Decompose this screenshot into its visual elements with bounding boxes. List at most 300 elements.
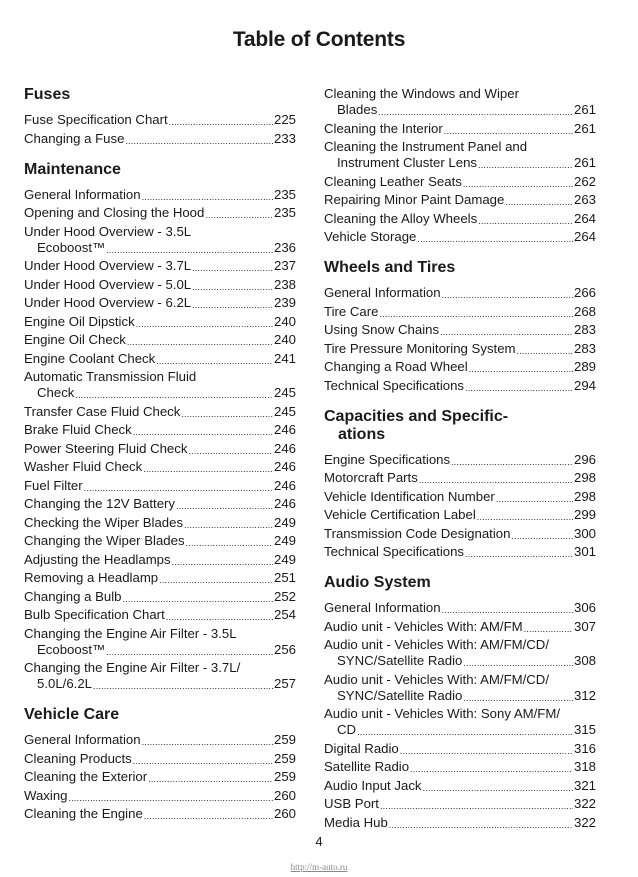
toc-entry-title: USB Port	[324, 796, 379, 811]
section-heading	[24, 161, 296, 179]
toc-entry-title: General Information	[24, 732, 141, 747]
toc-entry-page: 298	[573, 488, 596, 504]
toc-entry-row	[24, 589, 296, 605]
toc-entry[interactable]	[24, 258, 296, 274]
dot-leader	[136, 318, 273, 330]
dot-leader	[505, 196, 573, 208]
toc-entry-row	[24, 478, 296, 494]
toc-entry[interactable]	[24, 660, 296, 692]
dot-leader	[184, 519, 273, 531]
dot-leader	[125, 135, 273, 147]
toc-entry-row	[324, 759, 596, 775]
toc-entry-title: Vehicle Identification Number	[324, 488, 495, 504]
section-heading-line: ations	[338, 425, 386, 443]
toc-entry-page: 301	[573, 544, 596, 559]
dot-leader	[172, 556, 273, 568]
dot-leader	[442, 604, 573, 616]
dot-leader	[176, 500, 273, 512]
toc-entry-row	[24, 533, 296, 549]
dot-leader	[142, 736, 273, 748]
toc-entry[interactable]	[24, 112, 296, 128]
dot-leader	[444, 125, 573, 137]
toc-entry-title: Changing a Road Wheel	[324, 359, 468, 374]
dot-leader	[143, 463, 273, 475]
dot-leader	[380, 800, 573, 812]
toc-entry-row	[24, 404, 296, 420]
dot-leader	[419, 474, 573, 486]
toc-entry-page: 256	[273, 641, 296, 657]
toc-entry-title: CD	[337, 722, 357, 737]
toc-entry-row	[24, 258, 296, 274]
dot-leader	[517, 345, 573, 357]
toc-entry-page: 246	[273, 440, 296, 456]
toc-entry-row	[324, 359, 596, 375]
toc-entry-page: 245	[273, 385, 296, 400]
toc-column-left	[24, 86, 296, 836]
toc-entry[interactable]	[24, 496, 296, 512]
toc-entry-title: Under Hood Overview - 6.2L	[24, 295, 192, 310]
toc-entry-page: 322	[573, 814, 596, 830]
toc-entry[interactable]	[24, 295, 296, 311]
toc-entry-row	[24, 205, 296, 221]
toc-entry-page: 315	[573, 722, 596, 737]
toc-entry-page: 322	[573, 796, 596, 811]
toc-entry-row	[324, 341, 596, 357]
toc-entry-page: 240	[273, 332, 296, 347]
toc-entry-title: Cleaning Products	[24, 750, 132, 766]
toc-entry[interactable]	[324, 341, 596, 357]
toc-entry-title: Under Hood Overview - 5.0L	[24, 276, 192, 292]
toc-entry-page: 259	[273, 769, 296, 784]
toc-entry[interactable]	[24, 131, 296, 147]
section-heading-line: Vehicle Care	[24, 706, 120, 723]
toc-section	[324, 574, 596, 831]
toc-entry[interactable]	[324, 526, 596, 542]
toc-entry[interactable]	[24, 369, 296, 401]
dot-leader	[511, 530, 573, 542]
toc-entry-title-line: Automatic Transmission Fluid	[24, 369, 197, 384]
toc-entry-page: 239	[273, 295, 296, 310]
toc-entry-title: Ecoboost™	[37, 641, 106, 657]
toc-entry-page: 233	[273, 130, 296, 146]
toc-section	[24, 86, 296, 147]
toc-section	[24, 706, 296, 822]
toc-entry[interactable]	[324, 139, 596, 171]
toc-entry-page: 225	[273, 112, 296, 127]
toc-entry-title: Cleaning the Exterior	[24, 769, 148, 784]
toc-entry-page: 294	[573, 377, 596, 393]
toc-entry-page: 262	[573, 173, 596, 189]
dot-leader	[148, 773, 273, 785]
toc-entry[interactable]	[324, 378, 596, 394]
toc-entry-title: Adjusting the Headlamps	[24, 551, 171, 567]
toc-entry-title: Changing a Bulb	[24, 588, 122, 604]
page-title: Table of Contents	[232, 28, 406, 51]
toc-entry[interactable]	[24, 224, 296, 256]
section-heading-line: Audio System	[324, 574, 431, 591]
toc-entry-row	[24, 314, 296, 330]
toc-entry[interactable]	[324, 637, 596, 669]
section-heading-line: Maintenance	[24, 160, 121, 178]
toc-entry-row	[324, 526, 596, 542]
toc-entry-title: Engine Oil Check	[24, 332, 126, 347]
section-heading-line: Wheels and Tires	[324, 259, 456, 276]
toc-entry[interactable]	[324, 778, 596, 794]
toc-entry-title: Audio Input Jack	[324, 777, 422, 793]
toc-entry[interactable]	[24, 533, 296, 549]
toc-entry-title: Checking the Wiper Blades	[24, 514, 184, 530]
toc-entry-title: Tire Care	[324, 303, 379, 319]
toc-entry[interactable]	[24, 788, 296, 804]
toc-entry-title: Washer Fluid Check	[24, 459, 143, 474]
dot-leader	[463, 692, 573, 704]
toc-entry-row	[324, 778, 596, 794]
toc-entry-title: General Information	[324, 600, 441, 615]
toc-entry[interactable]	[324, 322, 596, 338]
dot-leader	[68, 792, 273, 804]
toc-entry-title: Check	[37, 385, 75, 400]
toc-entry-page: 312	[573, 687, 596, 703]
toc-entry[interactable]	[324, 672, 596, 704]
toc-entry-title: Fuel Filter	[24, 477, 83, 493]
toc-entry-title: SYNC/Satellite Radio	[337, 653, 463, 668]
toc-entry-page: 236	[273, 239, 296, 255]
dot-leader	[389, 819, 573, 831]
toc-entry[interactable]	[324, 304, 596, 320]
toc-entry-row	[324, 688, 596, 704]
toc-entry-row	[24, 806, 296, 822]
toc-entry[interactable]	[324, 796, 596, 812]
toc-entry-page: 308	[573, 653, 596, 668]
toc-entry[interactable]	[24, 422, 296, 438]
toc-entry-page: 261	[573, 155, 596, 170]
dot-leader	[463, 178, 573, 190]
dot-leader	[379, 308, 573, 320]
toc-entry-title: Audio unit - Vehicles With: AM/FM	[324, 618, 523, 634]
toc-entry-row	[24, 187, 296, 203]
toc-entry-title: General Information	[24, 186, 141, 202]
dot-leader	[133, 755, 273, 767]
section-heading	[24, 706, 296, 724]
toc-entry-title: Changing the 12V Battery	[24, 496, 176, 511]
toc-entry-title: Engine Oil Dipstick	[24, 313, 135, 329]
dot-leader	[357, 726, 573, 738]
toc-entry-page: 259	[273, 732, 296, 747]
toc-entry-page: 289	[573, 359, 596, 374]
toc-entry[interactable]	[324, 211, 596, 227]
toc-column-right	[324, 86, 596, 845]
toc-entry[interactable]	[324, 359, 596, 375]
toc-entry-row	[324, 192, 596, 208]
dot-leader	[417, 233, 573, 245]
toc-entry[interactable]	[24, 441, 296, 457]
toc-entry-page: 245	[273, 403, 296, 419]
dot-leader	[186, 537, 273, 549]
toc-entry-row	[24, 552, 296, 568]
dot-leader	[84, 482, 273, 494]
toc-entry-page: 266	[573, 285, 596, 300]
dot-leader	[477, 511, 573, 523]
toc-entry-title: Power Steering Fluid Check	[24, 440, 188, 456]
toc-entry-row	[24, 459, 296, 475]
toc-entry-page: 264	[573, 210, 596, 226]
toc-entry-row	[24, 751, 296, 767]
toc-entry-row	[24, 441, 296, 457]
toc-entry-page: 300	[573, 525, 596, 541]
toc-entry-page: 251	[273, 570, 296, 585]
toc-entry-title: Vehicle Storage	[324, 229, 417, 244]
toc-entry-page: 252	[273, 588, 296, 604]
toc-entry-page: 283	[573, 322, 596, 337]
section-heading	[324, 259, 596, 277]
dot-leader	[410, 763, 573, 775]
toc-entry-page: 296	[573, 451, 596, 467]
toc-entry-title: Fuse Specification Chart	[24, 112, 168, 127]
toc-entry-title: Blades	[337, 102, 378, 117]
toc-entry[interactable]	[324, 600, 596, 616]
toc-entry-row	[324, 304, 596, 320]
toc-entry[interactable]	[24, 478, 296, 494]
dot-leader	[478, 159, 573, 171]
toc-entry-row	[324, 211, 596, 227]
toc-entry-page: 261	[573, 102, 596, 117]
toc-entry-row	[24, 642, 296, 658]
toc-entry[interactable]	[324, 285, 596, 301]
toc-entry-row	[24, 422, 296, 438]
toc-entry-page: 240	[273, 313, 296, 329]
toc-entry-title: General Information	[324, 285, 441, 300]
toc-entry-page: 298	[573, 470, 596, 485]
dot-leader	[465, 382, 573, 394]
toc-entry[interactable]	[24, 552, 296, 568]
toc-section	[324, 86, 596, 245]
toc-entry-page: 259	[273, 750, 296, 766]
dot-leader	[106, 244, 273, 256]
dot-leader	[442, 289, 573, 301]
toc-entry-page: 260	[273, 787, 296, 803]
toc-entry-page: 257	[273, 676, 296, 691]
toc-entry-title: Cleaning Leather Seats	[324, 173, 462, 189]
toc-entry-page: 254	[273, 607, 296, 622]
toc-section	[24, 161, 296, 693]
toc-entry[interactable]	[324, 815, 596, 831]
toc-entry[interactable]	[24, 589, 296, 605]
dot-leader	[188, 445, 273, 457]
toc-entry[interactable]	[324, 192, 596, 208]
dot-leader	[192, 281, 273, 293]
toc-entry[interactable]	[24, 187, 296, 203]
dot-leader	[192, 299, 273, 311]
toc-entry[interactable]	[24, 626, 296, 658]
toc-entry-page: 249	[273, 514, 296, 530]
dot-leader	[127, 336, 273, 348]
toc-entry-page: 246	[273, 422, 296, 437]
toc-entry-page: 246	[273, 459, 296, 474]
dot-leader	[478, 215, 573, 227]
toc-entry-row	[24, 332, 296, 348]
toc-entry[interactable]	[324, 470, 596, 486]
dot-leader	[423, 782, 573, 794]
section-heading	[24, 86, 296, 104]
toc-entry[interactable]	[24, 351, 296, 367]
section-heading-line: Capacities and Specific-	[324, 407, 509, 425]
toc-entry-row	[324, 285, 596, 301]
toc-entry-row	[324, 452, 596, 468]
toc-entry-row	[324, 600, 596, 616]
toc-entry[interactable]	[24, 607, 296, 623]
toc-entry[interactable]	[24, 459, 296, 475]
toc-entry-row	[324, 378, 596, 394]
toc-entry-title-line: Under Hood Overview - 3.5L	[24, 223, 192, 239]
dot-leader	[205, 209, 273, 221]
page-number: 4	[315, 834, 323, 849]
toc-entry-title: Technical Specifications	[324, 544, 465, 559]
toc-entry-title: Removing a Headlamp	[24, 570, 159, 585]
toc-entry-title: Digital Radio	[324, 740, 399, 756]
toc-entry[interactable]	[324, 121, 596, 137]
toc-entry-row	[24, 769, 296, 785]
toc-entry-title-line: Audio unit - Vehicles With: Sony AM/FM/	[324, 706, 561, 721]
toc-entry-row	[324, 322, 596, 338]
toc-entry[interactable]	[24, 769, 296, 785]
toc-entry-page: 306	[573, 600, 596, 615]
toc-entry-title: Engine Coolant Check	[24, 350, 156, 366]
toc-entry-row	[24, 385, 296, 401]
toc-entry-page: 249	[273, 533, 296, 548]
toc-entry[interactable]	[324, 619, 596, 635]
toc-entry-title: Technical Specifications	[324, 377, 465, 393]
toc-entry[interactable]	[24, 332, 296, 348]
toc-entry-title-line: Changing the Engine Air Filter - 3.5L	[24, 625, 237, 641]
toc-entry-title: Opening and Closing the Hood	[24, 205, 205, 220]
toc-entry[interactable]	[324, 544, 596, 560]
toc-entry[interactable]	[324, 229, 596, 245]
toc-entry-title: Ecoboost™	[37, 239, 106, 255]
toc-entry-row	[324, 174, 596, 190]
toc-entry-title: Transmission Code Designation	[324, 525, 511, 541]
section-heading	[324, 408, 596, 444]
toc-entry-row	[24, 131, 296, 147]
toc-entry-title: Vehicle Certification Label	[324, 507, 476, 522]
toc-entry[interactable]	[324, 759, 596, 775]
toc-entry-page: 241	[273, 350, 296, 366]
toc-entry-title: Motorcraft Parts	[324, 470, 418, 485]
toc-entry-title: Changing a Fuse	[24, 130, 125, 146]
toc-entry[interactable]	[24, 404, 296, 420]
dot-leader	[106, 646, 273, 658]
toc-entry[interactable]	[24, 806, 296, 822]
toc-entry-title-line: Audio unit - Vehicles With: AM/FM/CD/	[324, 671, 549, 687]
toc-entry-page: 283	[573, 340, 596, 356]
toc-entry[interactable]	[24, 751, 296, 767]
toc-entry-page: 268	[573, 303, 596, 319]
toc-entry-page: 318	[573, 759, 596, 774]
dot-leader	[144, 810, 273, 822]
toc-entry[interactable]	[24, 277, 296, 293]
toc-entry-title: Cleaning the Interior	[324, 120, 443, 136]
dot-leader	[166, 611, 273, 623]
toc-entry-page: 321	[573, 777, 596, 793]
dot-leader	[378, 106, 573, 118]
dot-leader	[93, 680, 273, 692]
toc-entry-row	[24, 515, 296, 531]
toc-entry-row	[324, 722, 596, 738]
toc-entry-row	[24, 112, 296, 128]
toc-entry-title: Using Snow Chains	[324, 322, 440, 337]
toc-entry-row	[24, 788, 296, 804]
dot-leader	[496, 493, 573, 505]
toc-entry[interactable]	[324, 86, 596, 118]
toc-entry-row	[324, 229, 596, 245]
toc-entry-row	[24, 240, 296, 256]
toc-entry-row	[24, 277, 296, 293]
toc-entry[interactable]	[24, 205, 296, 221]
toc-section	[324, 408, 596, 561]
toc-entry-page: 299	[573, 507, 596, 522]
toc-entry[interactable]	[24, 570, 296, 586]
toc-entry-page: 238	[273, 276, 296, 292]
toc-entry[interactable]	[324, 174, 596, 190]
toc-entry-row	[24, 607, 296, 623]
toc-entry[interactable]	[324, 741, 596, 757]
toc-entry-row	[24, 732, 296, 748]
toc-entry-row	[24, 676, 296, 692]
toc-entry[interactable]	[24, 314, 296, 330]
toc-entry-row	[324, 470, 596, 486]
toc-entry-page: 246	[273, 496, 296, 511]
toc-entry[interactable]	[324, 706, 596, 738]
toc-entry-row	[324, 815, 596, 831]
toc-entry-page: 316	[573, 740, 596, 756]
toc-entry-title: Media Hub	[324, 814, 388, 830]
dot-leader	[156, 355, 273, 367]
toc-entry-row	[324, 653, 596, 669]
dot-leader	[440, 326, 573, 338]
dot-leader	[524, 623, 573, 635]
toc-entry[interactable]	[24, 515, 296, 531]
toc-entry-row	[324, 155, 596, 171]
toc-entry-row	[324, 507, 596, 523]
toc-entry-page: 307	[573, 618, 596, 634]
toc-entry-row	[24, 351, 296, 367]
toc-entry-row	[324, 489, 596, 505]
toc-entry-page: 260	[273, 806, 296, 821]
toc-entry[interactable]	[24, 732, 296, 748]
toc-entry-row	[24, 570, 296, 586]
dot-leader	[142, 191, 273, 203]
footer-url-link[interactable]: http://m-auto.ru	[290, 862, 348, 872]
dot-leader	[159, 574, 273, 586]
toc-entry-title: Transfer Case Fluid Check	[24, 403, 181, 419]
dot-leader	[400, 745, 573, 757]
toc-entry[interactable]	[324, 507, 596, 523]
dot-leader	[192, 262, 273, 274]
toc-entry-title: Satellite Radio	[324, 759, 410, 774]
toc-entry[interactable]	[324, 489, 596, 505]
toc-entry-page: 264	[573, 229, 596, 244]
toc-entry-title: Engine Specifications	[324, 451, 451, 467]
dot-leader	[123, 593, 273, 605]
section-heading-line: Fuses	[24, 86, 71, 103]
dot-leader	[469, 363, 573, 375]
toc-entry-title-line: Cleaning the Windows and Wiper	[324, 86, 519, 101]
toc-entry-page: 246	[273, 477, 296, 493]
toc-entry[interactable]	[324, 452, 596, 468]
toc-entry-row	[324, 741, 596, 757]
toc-entry-page: 263	[573, 192, 596, 207]
toc-entry-title-line: Cleaning the Instrument Panel and	[324, 139, 528, 154]
toc-entry-title: Tire Pressure Monitoring System	[324, 340, 516, 356]
